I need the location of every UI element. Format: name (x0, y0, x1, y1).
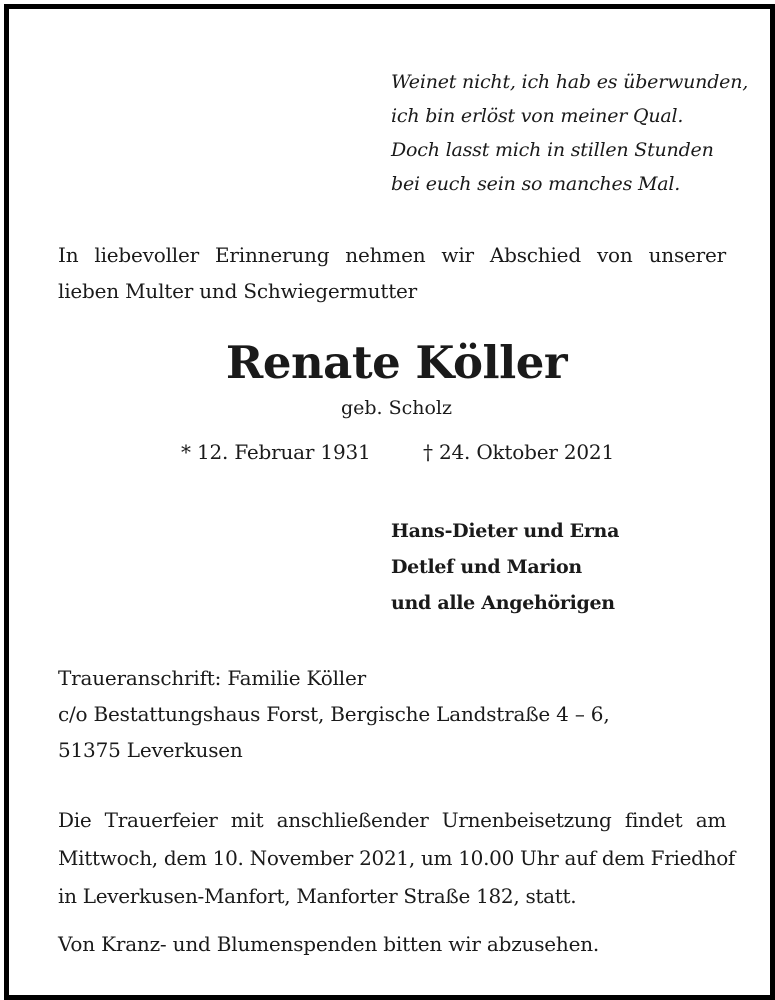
poem (391, 65, 748, 201)
intro-text (58, 237, 726, 309)
address-line: c/o Bestattungshaus Forst, Bergische Landstraße 4 – 6, (58, 702, 610, 726)
poem-line: ich bin erlöst von meiner Qual. (391, 105, 684, 127)
birth-date: * 12. Februar 1931 (181, 440, 371, 464)
poem-line: Doch lasst mich in stillen Stunden (391, 139, 714, 161)
mourning-address (58, 660, 610, 768)
ceremony-line: in Leverkusen-Manfort, Manforter Straße 182, statt. (58, 884, 577, 908)
mourner: Detlef und Marion (391, 556, 582, 578)
poem-line: bei euch sein so manches Mal. (391, 173, 681, 195)
death-date: † 24. Oktober 2021 (423, 440, 614, 464)
address-line: Traueranschrift: Familie Köller (58, 666, 366, 690)
ceremony-line: Die Trauerfeier mit anschließender Urnenbeisetzung findet am (58, 808, 726, 832)
mourners-list (391, 513, 619, 621)
deceased-name: Renate Köller (225, 336, 568, 389)
intro-line: lieben Multer und Schwiegermutter (58, 279, 418, 303)
poem-line: Weinet nicht, ich hab es überwunden, (391, 71, 749, 93)
ceremony-info (58, 801, 736, 915)
obituary-frame (4, 4, 775, 1000)
birth-name: geb. Scholz (340, 397, 453, 419)
intro-line: In liebevoller Erinnerung nehmen wir Abschied von unserer (58, 243, 726, 267)
ceremony-line: Mittwoch, dem 10. November 2021, um 10.00 Uhr auf dem Friedhof (58, 846, 736, 870)
mourner: und alle Angehörigen (391, 592, 615, 614)
donation-request: Von Kranz- und Blumenspenden bitten wir abzusehen. (58, 932, 600, 956)
mourner: Hans-Dieter und Erna (391, 520, 620, 542)
address-line: 51375 Leverkusen (58, 738, 243, 762)
